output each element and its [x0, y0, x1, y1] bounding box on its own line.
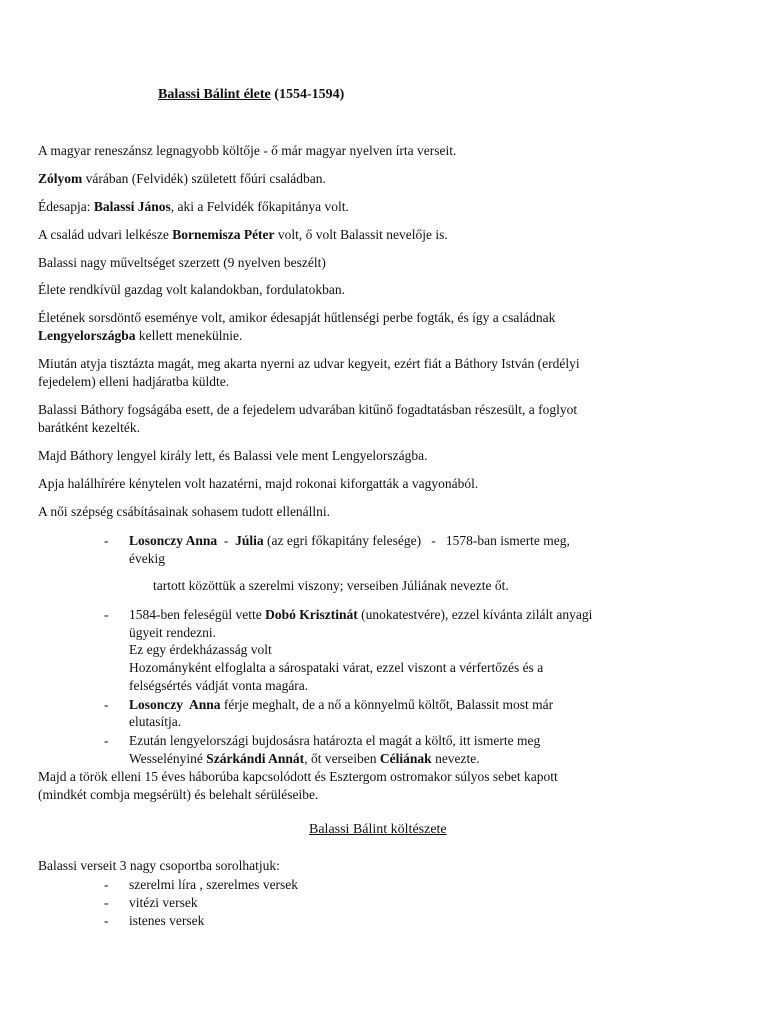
section-intro: Balassi verseit 3 nagy csoportba sorolhatjuk: — [38, 858, 280, 873]
paragraph: A magyar reneszánsz legnagyobb költője - ő már magyar nyelven írta verseit. — [38, 143, 457, 158]
list-item-cont: felségsértés vádját vonta magára. — [129, 678, 309, 693]
list-dash: - — [104, 607, 109, 622]
group-item: istenes versek — [129, 913, 205, 928]
paragraph: Zólyom várában (Felvidék) született főúri családban. — [38, 171, 326, 186]
paragraph: Majd Báthory lengyel király lett, és Balassi vele ment Lengyelországba. — [38, 448, 428, 463]
list-item-cont: évekig — [129, 551, 165, 566]
paragraph-cont: barátként kezelték. — [38, 420, 140, 435]
paragraph-cont: (mindkét combja megsérült) és belehalt sérüléseibe. — [38, 787, 319, 802]
list-item-cont: ügyeit rendezni. — [129, 625, 216, 640]
group-item: vitézi versek — [129, 895, 198, 910]
list-dash: - — [104, 697, 109, 712]
list-item-cont: Hozományként elfoglalta a sárospataki várat, ezzel viszont a vérfertőzés és a — [129, 660, 544, 675]
paragraph-cont: Lengyelországba kellett menekülnie. — [38, 328, 243, 343]
paragraph: Majd a török elleni 15 éves háborúba kapcsolódott és Esztergom ostromakor súlyos sebet kapott — [38, 769, 558, 784]
list-dash: - — [104, 913, 109, 928]
list-dash: - — [104, 877, 109, 892]
paragraph: Miután atyja tisztázta magát, meg akarta nyerni az udvar kegyeit, ezért fiát a Báthory István (erdélyi — [38, 356, 580, 371]
paragraph: Élete rendkívül gazdag volt kalandokban, fordulatokban. — [38, 282, 346, 297]
list-dash: - — [104, 895, 109, 910]
list-dash: - — [104, 733, 109, 748]
paragraph: A női szépség csábításainak sohasem tudott ellenállni. — [38, 504, 331, 519]
list-item-cont: Wesselényiné Szárkándi Annát, őt verseiben Céliának nevezte. — [129, 751, 480, 766]
list-item: Ezután lengyelországi bujdosásra határozta el magát a költő, itt ismerte meg — [129, 733, 541, 748]
group-item: szerelmi líra , szerelmes versek — [129, 877, 299, 892]
list-item: 1584-ben feleségül vette Dobó Krisztinát (unokatestvére), ezzel kívánta zilált anyagi — [129, 607, 593, 622]
list-item: Losonczy Anna férje meghalt, de a nő a könnyelmű költőt, Balassit most már — [129, 697, 554, 712]
paragraph: Balassi Báthory fogságába esett, de a fejedelem udvarában kitűnő fogadtatásban részesült, a foglyot — [38, 402, 578, 417]
paragraph: Életének sorsdöntő eseménye volt, amikor édesapját hűtlenségi perbe fogták, és így a családnak — [38, 310, 556, 325]
title-underlined: Balassi Bálint élete — [158, 87, 271, 102]
paragraph: Balassi nagy műveltséget szerzett (9 nyelven beszélt) — [38, 255, 326, 270]
paragraph: A család udvari lelkésze Bornemisza Péter volt, ő volt Balassit nevelője is. — [38, 227, 448, 242]
list-item-indented: tartott közöttük a szerelmi viszony; verseiben Júliának nevezte őt. — [153, 578, 509, 593]
list-item: Losonczy Anna - Júlia (az egri főkapitány felesége) - 1578-ban ismerte meg, — [129, 533, 570, 548]
list-dash: - — [104, 533, 109, 548]
paragraph-cont: fejedelem) elleni hadjáratba küldte. — [38, 374, 230, 389]
page-title — [158, 86, 344, 104]
list-item-cont: elutasítja. — [129, 714, 182, 729]
section-title: Balassi Bálint költészete — [309, 822, 447, 837]
list-item-cont: Ez egy érdekházasság volt — [129, 642, 272, 657]
paragraph: Apja halálhírére kénytelen volt hazatérni, majd rokonai kiforgatták a vagyonából. — [38, 476, 479, 491]
paragraph: Édesapja: Balassi János, aki a Felvidék főkapitánya volt. — [38, 199, 349, 214]
title-years: (1554-1594) — [270, 87, 345, 102]
